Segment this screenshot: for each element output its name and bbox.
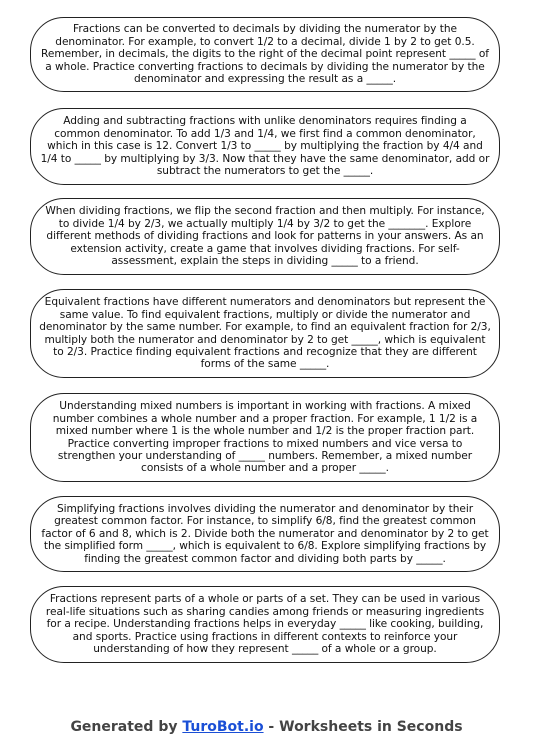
- passage-card-1: [30, 17, 500, 92]
- passage-text: Fractions represent parts of a whole or parts of a set. They can be used in various real-life situations such as sharing candies among friends or measuring ingredients for a recipe. Understanding fractions helps in everyday _____ like cooking, building, and sports. Practice using fractions in different contexts to reinforce your understanding of how they represent _____ of a whole or a group.: [45, 593, 485, 656]
- turobot-link[interactable]: TuroBot.io: [182, 719, 264, 735]
- passage-text: Fractions can be converted to decimals by dividing the numerator by the denominator. For example, to convert 1/2 to a decimal, divide 1 by 2 to get 0.5. Remember, in decimals, the digits to the right of the decimal point represent _____ of a whole. Practice converting fractions to decimals by dividing the numerator by the denominator and expressing the result as a _____.: [41, 23, 489, 86]
- passage-text: When dividing fractions, we flip the second fraction and then multiply. For instance, to divide 1/4 by 2/3, we actually multiply 1/4 by 3/2 to get the _______. Explore different methods of dividing fractions and look for patterns in your answers. As an extension activity, create a game that involves dividing fractions. For self-assessment, explain the steps in dividing _____ to a friend.: [45, 205, 485, 268]
- passage-card-2: [30, 108, 500, 185]
- footer-prefix: Generated by: [70, 719, 183, 735]
- passage-card-4: [30, 289, 500, 378]
- passage-card-6: [30, 496, 500, 572]
- passage-card-3: [30, 198, 500, 275]
- footer: [0, 719, 533, 735]
- passage-card-7: [30, 586, 500, 663]
- passage-text: Equivalent fractions have different numerators and denominators but represent the same value. To find equivalent fractions, multiply or divide the numerator and denominator by the same number. For example, to find an equivalent fraction for 2/3, multiply both the numerator and denominator by 2 to get _____, which is equivalent to 2/3. Practice finding equivalent fractions and recognize that they are different forms of the same _____.: [39, 296, 491, 371]
- passage-card-5: [30, 393, 500, 482]
- passage-text: Simplifying fractions involves dividing the numerator and denominator by their greatest common factor. For instance, to simplify 6/8, find the greatest common factor of 6 and 8, which is 2. Divide both the numerator and denominator by 2 to get the simplified form _____, which is equivalent to 6/8. Explore simplifying fractions by finding the greatest common factor and dividing both parts by _____.: [41, 502, 489, 565]
- footer-suffix: - Worksheets in Seconds: [263, 719, 463, 735]
- passage-text: Understanding mixed numbers is important in working with fractions. A mixed number combines a whole number and a proper fraction. For example, 1 1/2 is a mixed number where 1 is the whole number and 1/2 is the proper fraction part. Practice converting improper fractions to mixed numbers and vice versa to strengthen your understanding of _____ numbers. Remember, a mixed number consists of a whole number and a proper _____.: [52, 400, 478, 475]
- passage-text: Adding and subtracting fractions with unlike denominators requires finding a common denominator. To add 1/3 and 1/4, we first find a common denominator, which in this case is 12. Convert 1/3 to _____ by multiplying the fraction by 4/4 and 1/4 to _____ by multiplying by 3/3. Now that they have the same denominator, add or subtract the numerators to get the _____.: [40, 115, 490, 178]
